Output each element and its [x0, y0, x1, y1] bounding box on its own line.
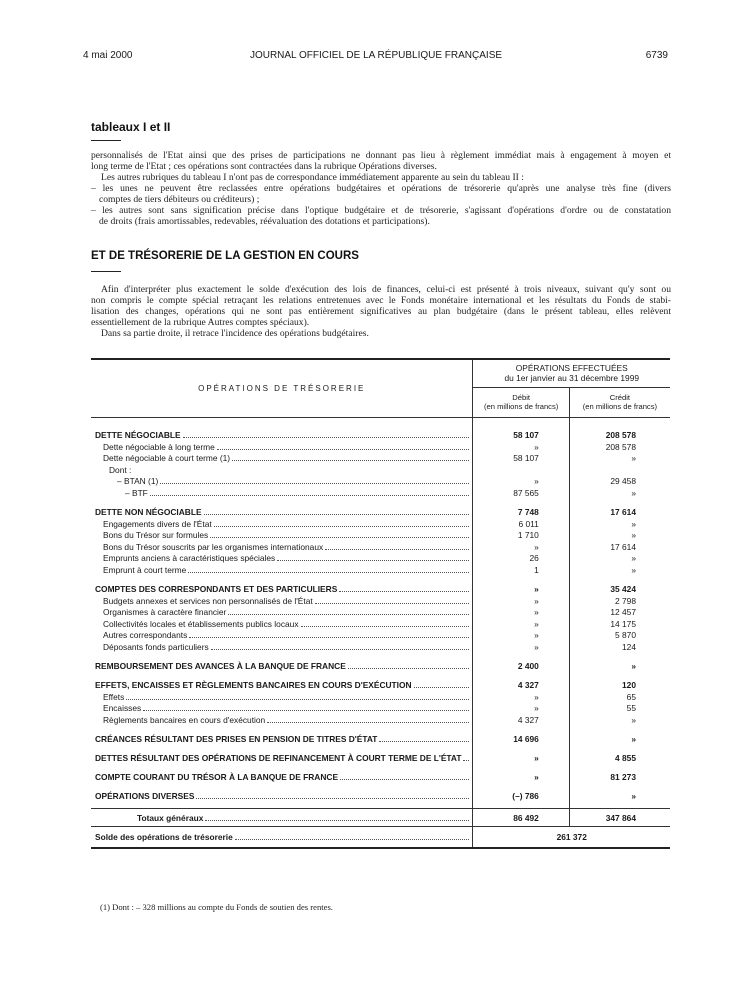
section2-text	[91, 284, 671, 339]
row-credit: »	[631, 714, 636, 725]
section1-title-rule	[91, 140, 121, 141]
row-debit: »	[473, 769, 569, 782]
solde-row	[91, 827, 670, 848]
row-credit: 35 424	[610, 583, 636, 594]
row-label	[95, 507, 472, 517]
totals-label	[137, 813, 472, 823]
table-row	[91, 606, 670, 618]
row-debit: 4 327	[473, 677, 569, 690]
section2-title: ET DE TRÉSORERIE DE LA GESTION EN COURS	[91, 250, 359, 262]
row-label	[109, 465, 472, 475]
row-label-cell	[91, 563, 473, 575]
row-label-cell	[91, 440, 473, 452]
leader-dots	[205, 820, 469, 821]
row-debit: »	[473, 540, 569, 552]
table-row	[91, 690, 670, 702]
row-label-cell	[91, 452, 473, 464]
table-row	[91, 517, 670, 529]
row-label-text: Emprunts anciens à caractéristiques spéciales	[103, 553, 276, 564]
row-credit	[569, 463, 670, 475]
row-label	[103, 715, 472, 725]
row-label-cell	[91, 731, 473, 744]
header-debit-unit: (en millions de francs)	[484, 402, 559, 411]
row-debit: »	[473, 581, 569, 594]
row-label-cell	[91, 552, 473, 564]
header-debit-title: Débit	[512, 393, 531, 402]
row-label-cell	[91, 750, 473, 763]
row-credit: »	[631, 660, 636, 671]
table-row	[91, 440, 670, 452]
row-label-cell	[91, 690, 473, 702]
table-row	[91, 475, 670, 487]
totals-label-text: Totaux généraux	[137, 812, 204, 823]
row-debit: (–) 786	[473, 788, 569, 801]
solde-label	[95, 832, 472, 842]
section1-line: – les autres sont sans signification précise dans l'optique budgétaire et de trésorerie, s'agissant d'opérations d'ordre ou de constatation	[91, 205, 671, 216]
row-label-text: Bons du Trésor sur formules	[103, 530, 209, 541]
row-credit: 81 273	[610, 771, 636, 782]
row-label-cell	[91, 475, 473, 487]
row-credit: »	[631, 790, 636, 801]
table-section-row	[91, 769, 670, 782]
leader-dots	[204, 514, 470, 515]
row-label	[103, 607, 472, 617]
header-debit	[473, 387, 569, 417]
table-row	[91, 452, 670, 464]
row-label	[117, 476, 472, 486]
leader-dots	[188, 572, 469, 573]
leader-dots	[348, 668, 470, 669]
header-credit	[569, 387, 670, 417]
leader-dots	[228, 614, 469, 615]
leader-dots	[267, 722, 469, 723]
section1-line: personnalisés de l'Etat ainsi que des prises de participations ne donnant pas lieu à règlement immédiat mais à engagement à moyen et	[91, 150, 671, 161]
row-label-text: Dette négociable à long terme	[103, 441, 215, 452]
row-label-cell	[91, 463, 473, 475]
row-label-text: Bons du Trésor souscrits par les organismes internationaux	[103, 541, 324, 552]
row-label-cell	[91, 540, 473, 552]
row-credit: 29 458	[610, 476, 636, 487]
table-section-row	[91, 504, 670, 517]
row-label	[95, 430, 472, 440]
table-row	[91, 529, 670, 541]
row-label-cell	[91, 769, 473, 782]
leader-dots	[235, 839, 470, 840]
row-label-cell	[91, 702, 473, 714]
row-debit: »	[473, 702, 569, 714]
row-label-text: Engagements divers de l'État	[103, 518, 212, 529]
row-credit: 208 578	[605, 430, 636, 440]
row-debit	[473, 463, 569, 475]
table-row	[91, 629, 670, 641]
table-row	[91, 486, 670, 498]
table-row	[91, 702, 670, 714]
row-label-cell	[91, 594, 473, 606]
header-credit-title: Crédit	[609, 393, 631, 402]
leader-dots	[160, 483, 469, 484]
row-debit: 87 565	[473, 486, 569, 498]
row-label-text: REMBOURSEMENT DES AVANCES À LA BANQUE DE FRANCE	[95, 660, 346, 671]
table-row	[91, 563, 670, 575]
row-label-text: Autres correspondants	[103, 630, 188, 641]
row-debit: 58 107	[473, 427, 569, 440]
solde-label-text: Solde des opérations de trésorerie	[95, 831, 233, 842]
row-debit: 7 748	[473, 504, 569, 517]
section1-text	[91, 150, 671, 227]
row-label-text: Encaisses	[103, 703, 142, 714]
row-label-cell	[91, 486, 473, 498]
row-label	[95, 680, 472, 690]
table-section-row	[91, 750, 670, 763]
totals-debit: 86 492	[473, 809, 569, 827]
row-label	[103, 596, 472, 606]
row-label-cell	[91, 640, 473, 652]
row-debit: »	[473, 594, 569, 606]
header-credit-unit: (en millions de francs)	[582, 402, 658, 411]
row-label-text: OPÉRATIONS DIVERSES	[95, 790, 195, 801]
spacer-cell	[91, 417, 473, 427]
solde-value: 261 372	[473, 827, 670, 848]
row-credit: 2 798	[615, 595, 636, 606]
footnote: (1) Dont : – 328 millions au compte du Fonds de soutien des rentes.	[100, 902, 333, 912]
leader-dots	[232, 460, 469, 461]
row-credit: »	[631, 453, 636, 464]
spacer-cell	[569, 417, 670, 427]
leader-dots	[183, 437, 470, 438]
section1-line: Les autres rubriques du tableau I n'ont pas de correspondance immédiatement apparente au sein du tableau II :	[101, 172, 524, 183]
row-label-cell	[91, 581, 473, 594]
row-label	[103, 565, 472, 575]
row-credit: 12 457	[610, 607, 636, 618]
row-debit: »	[473, 606, 569, 618]
table-spacer-row	[91, 801, 670, 809]
table-row	[91, 640, 670, 652]
row-label-text: CRÉANCES RÉSULTANT DES PRISES EN PENSION DE TITRES D'ÉTAT	[95, 733, 378, 744]
table-row	[91, 540, 670, 552]
row-label-text: Dette négociable à court terme (1)	[103, 453, 231, 464]
table-section-row	[91, 427, 670, 440]
row-label	[103, 530, 472, 540]
row-label-cell	[91, 677, 473, 690]
section2-line: essentiellement de la rubrique Autres comptes spéciaux).	[91, 317, 310, 328]
row-label-text: Collectivités locales et établissements publics locaux	[103, 618, 299, 629]
leader-dots	[325, 549, 469, 550]
totals-label-cell	[91, 809, 473, 827]
section1-line: – les unes ne peuvent être reclassées entre opérations budgétaires et opérations de trésorerie qu'après une analyse très fine (divers	[91, 183, 671, 194]
row-label	[103, 703, 472, 713]
row-label-text: Règlements bancaires en cours d'exécution	[103, 714, 266, 725]
row-label	[95, 661, 472, 671]
table-row	[91, 552, 670, 564]
row-label	[103, 630, 472, 640]
leader-dots	[414, 687, 470, 688]
row-credit: »	[631, 733, 636, 744]
leader-dots	[126, 699, 469, 700]
leader-dots	[189, 637, 469, 638]
solde-label-cell	[91, 827, 473, 848]
row-label-text: DETTE NÉGOCIABLE	[95, 430, 181, 440]
leader-dots	[210, 537, 469, 538]
row-credit: 120	[622, 679, 636, 690]
row-label-text: – BTAN (1)	[117, 476, 159, 487]
row-label-text: DETTES RÉSULTANT DES OPÉRATIONS DE REFINANCEMENT À COURT TERME DE L'ÉTAT	[95, 752, 462, 763]
row-credit: »	[631, 553, 636, 564]
leader-dots	[217, 449, 470, 450]
row-label-cell	[91, 504, 473, 517]
row-label-cell	[91, 427, 473, 440]
row-credit: 55	[626, 703, 636, 714]
row-label	[103, 542, 472, 552]
totals-credit: 347 864	[569, 809, 670, 827]
row-debit: 2 400	[473, 658, 569, 671]
row-debit: »	[473, 690, 569, 702]
section1-line: long terme de l'Etat ; ces opérations sont contractées dans la rubrique Opérations diverses.	[91, 161, 437, 172]
row-label	[103, 453, 472, 463]
row-credit: 4 855	[615, 752, 636, 763]
row-label	[125, 488, 472, 498]
row-label-text: DETTE NON NÉGOCIABLE	[95, 506, 202, 517]
section1-title: tableaux I et II	[91, 120, 171, 134]
row-debit: 4 327	[473, 713, 569, 725]
leader-dots	[340, 779, 469, 780]
leader-dots	[463, 760, 469, 761]
row-label	[95, 772, 472, 782]
row-label-text: – BTF	[125, 487, 148, 498]
header-operations-tresorerie: OPÉRATIONS DE TRÉSORERIE	[91, 359, 473, 417]
leader-dots	[214, 526, 470, 527]
row-label-text: Effets	[103, 691, 125, 702]
row-debit: »	[473, 640, 569, 652]
row-label	[95, 584, 472, 594]
row-debit: 26	[473, 552, 569, 564]
header-period: du 1er janvier au 31 décembre 1999	[504, 373, 640, 384]
row-credit: 17 614	[610, 541, 636, 552]
section1-line: de droits (frais amortissables, redevables, réévaluation des dotations et participations).	[99, 216, 430, 227]
spacer-cell	[91, 801, 473, 809]
row-label-cell	[91, 606, 473, 618]
row-label-text: Organismes à caractère financier	[103, 607, 227, 618]
row-label-text: COMPTES DES CORRESPONDANTS ET DES PARTICULIERS	[95, 583, 338, 594]
row-label-text: Dont :	[109, 464, 132, 475]
row-label	[103, 442, 472, 452]
row-label-text: Emprunt à court terme	[103, 564, 187, 575]
row-label-cell	[91, 629, 473, 641]
leader-dots	[339, 591, 469, 592]
spacer-cell	[473, 417, 569, 427]
table-section-row	[91, 658, 670, 671]
row-debit: 1	[473, 563, 569, 575]
row-credit: 65	[626, 691, 636, 702]
table-section-row	[91, 677, 670, 690]
row-label	[95, 734, 472, 744]
leader-dots	[379, 741, 469, 742]
row-credit: 17 614	[610, 506, 636, 517]
row-label-text: COMPTE COURANT DU TRÉSOR À LA BANQUE DE FRANCE	[95, 771, 339, 782]
row-label-cell	[91, 617, 473, 629]
row-credit: 5 870	[615, 630, 636, 641]
row-label-cell	[91, 788, 473, 801]
section2-line: lisation des changes, opérations qui ne sont pas entièrement significatives au plan budgétaire (dans le présent tableau, elles relèvent	[91, 306, 671, 317]
row-debit: 58 107	[473, 452, 569, 464]
row-credit: 124	[622, 641, 636, 652]
leader-dots	[301, 626, 470, 627]
section2-line: Dans sa partie droite, il retrace l'incidence des opérations budgétaires.	[101, 328, 369, 339]
operations-table	[91, 358, 670, 849]
table-section-row	[91, 731, 670, 744]
row-label-cell	[91, 713, 473, 725]
section2-line: non compris le compte spécial retraçant les relations entretenues avec le Fonds monétaire international et les résultats du Fonds de stabi-	[91, 295, 671, 306]
leader-dots	[277, 560, 469, 561]
totals-row	[91, 809, 670, 827]
row-label	[95, 753, 472, 763]
row-credit: »	[631, 530, 636, 541]
row-debit: 14 696	[473, 731, 569, 744]
row-label	[103, 642, 472, 652]
header-operations-effectuees-title: OPÉRATIONS EFFECTUÉES	[515, 363, 628, 374]
row-label	[103, 553, 472, 563]
row-debit: »	[473, 750, 569, 763]
row-label-text: EFFETS, ENCAISSES ET RÈGLEMENTS BANCAIRES EN COURS D'EXÉCUTION	[95, 679, 412, 690]
section2-line: Afin d'interpréter plus exactement le solde d'exécution des lois de finances, celui-ci est présenté à trois niveaux, suivant qu'y sont ou	[101, 284, 671, 295]
section2-title-rule	[91, 271, 121, 272]
header-page-number: 6739	[645, 50, 668, 61]
row-label-cell	[91, 517, 473, 529]
leader-dots	[211, 649, 470, 650]
row-debit: »	[473, 629, 569, 641]
header-date: 4 mai 2000	[83, 50, 133, 61]
header-operations-effectuees	[473, 359, 670, 387]
row-credit: 208 578	[605, 441, 636, 452]
leader-dots	[315, 603, 470, 604]
row-label-text: Budgets annexes et services non personnalisés de l'État	[103, 595, 313, 606]
table-spacer-row	[91, 417, 670, 427]
leader-dots	[150, 495, 470, 496]
row-debit: 6 011	[473, 517, 569, 529]
row-label-cell	[91, 529, 473, 541]
leader-dots	[143, 710, 469, 711]
row-label-cell	[91, 658, 473, 671]
row-credit: »	[631, 518, 636, 529]
row-debit: »	[473, 617, 569, 629]
row-label	[95, 791, 472, 801]
row-credit: »	[631, 564, 636, 575]
spacer-cell	[569, 801, 670, 809]
row-credit: »	[631, 487, 636, 498]
table-row	[91, 463, 670, 475]
row-label	[103, 619, 472, 629]
table-row	[91, 617, 670, 629]
row-label	[103, 692, 472, 702]
table-row	[91, 713, 670, 725]
row-label	[103, 519, 472, 529]
row-debit: »	[473, 440, 569, 452]
row-debit: 1 710	[473, 529, 569, 541]
spacer-cell	[473, 801, 569, 809]
table-section-row	[91, 788, 670, 801]
row-debit: »	[473, 475, 569, 487]
table-section-row	[91, 581, 670, 594]
row-credit: 14 175	[610, 618, 636, 629]
leader-dots	[196, 798, 469, 799]
section1-line: comptes de tiers débiteurs ou créditeurs) ;	[99, 194, 260, 205]
row-label-text: Déposants fonds particuliers	[103, 641, 209, 652]
table-row	[91, 594, 670, 606]
header-journal-title: JOURNAL OFFICIEL DE LA RÉPUBLIQUE FRANÇAISE	[249, 50, 503, 61]
